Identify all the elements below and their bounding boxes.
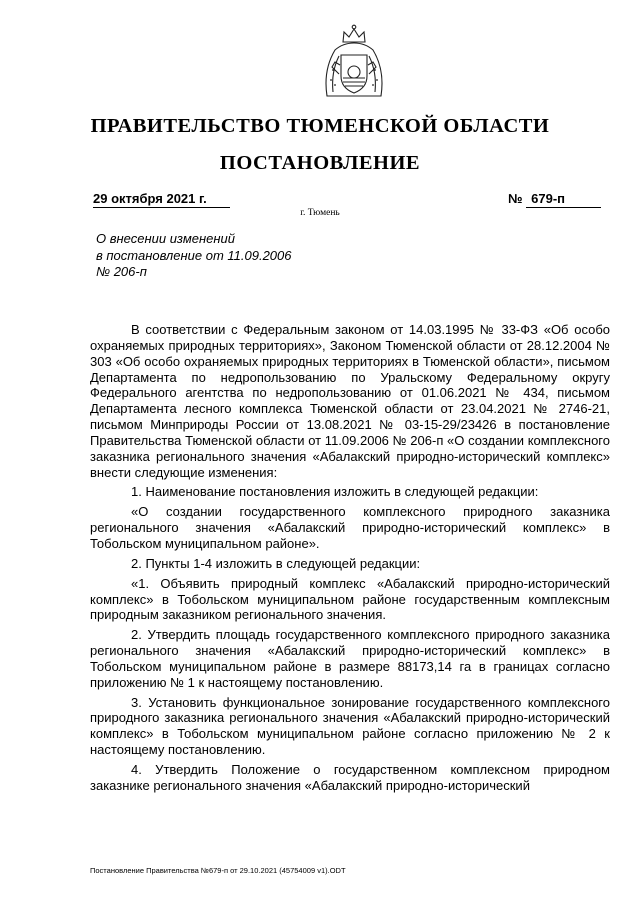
body-paragraph: 2. Утвердить площадь государственного комплексного природного заказника регионального значения «Абалакский природно-исторический комплекс» в Тобольском муниципальном районе в размере 88173,14 га в границах согласно приложению № 1 к настоящему постановлению. (90, 627, 610, 690)
body-paragraph: «О создании государственного комплексного природного заказника регионального значения «Абалакский природно-исторический комплекс» в Тобольском муниципальном районе». (90, 504, 610, 551)
document-subject (96, 231, 292, 281)
city-label: г. Тюмень (300, 208, 340, 218)
subject-line: № 206-п (96, 264, 147, 279)
body-paragraph: 3. Установить функциональное зонирование государственного комплексного природного заказника регионального значения «Абалакский природно-исторический комплекс» в Тобольском муниципальном районе согласно приложению № 2 к настоящему постановлению. (90, 694, 610, 758)
number-prefix: № (508, 191, 523, 206)
body-paragraph: 4. Утвердить Положение о государственном комплексном природном заказнике регионального значения «Абалакский природно-исторический (90, 761, 610, 793)
coat-of-arms-icon (313, 22, 395, 104)
document-body (90, 322, 610, 794)
document-type-title: ПОСТАНОВЛЕНИЕ (219, 152, 421, 174)
subject-line: в постановление от 11.09.2006 (96, 247, 292, 263)
organization-title: ПРАВИТЕЛЬСТВО ТЮМЕНСКОЙ ОБЛАСТИ (90, 115, 550, 137)
page-footer: Постановление Правительства №679-п от 29.10.2021 (45754009 v1).ODT (90, 866, 346, 875)
body-paragraph: «1. Объявить природный комплекс «Абалакский природно-исторический комплекс» в Тобольском муниципальном районе государственным комплексным природным заказником регионального значения. (90, 575, 610, 623)
number-value: 679-п (526, 191, 601, 208)
body-paragraph: 2. Пункты 1-4 изложить в следующей редакции: (131, 555, 421, 571)
body-paragraph: В соответствии с Федеральным законом от 14.03.1995 № 33-ФЗ «Об особо охраняемых природных территориях», Законом Тюменской области от 28.12.2004 № 303 «Об особо охраняемых природных территориях в Тюменской области», письмом Департамента по недропользованию по Уральскому Федеральному округу Федерального агентства по недропользованию от 01.06.2021 № 434, письмом Департамента лесного комплекса Тюменской области от 23.04.2021 № 2746-21, письмом Минприроды России от 13.08.2021 № 03-15-29/23426 в постановление Правительства Тюменской области от 11.09.2006 № 206-п «О создании комплексного заказника регионального значения «Абалакский природно-исторический комплекс» внести следующие изменения: (90, 322, 610, 480)
subject-line: О внесении изменений (96, 231, 235, 246)
document-date: 29 октября 2021 г. (93, 191, 230, 208)
body-paragraph: 1. Наименование постановления изложить в следующей редакции: (131, 484, 539, 500)
document-number (508, 191, 601, 208)
